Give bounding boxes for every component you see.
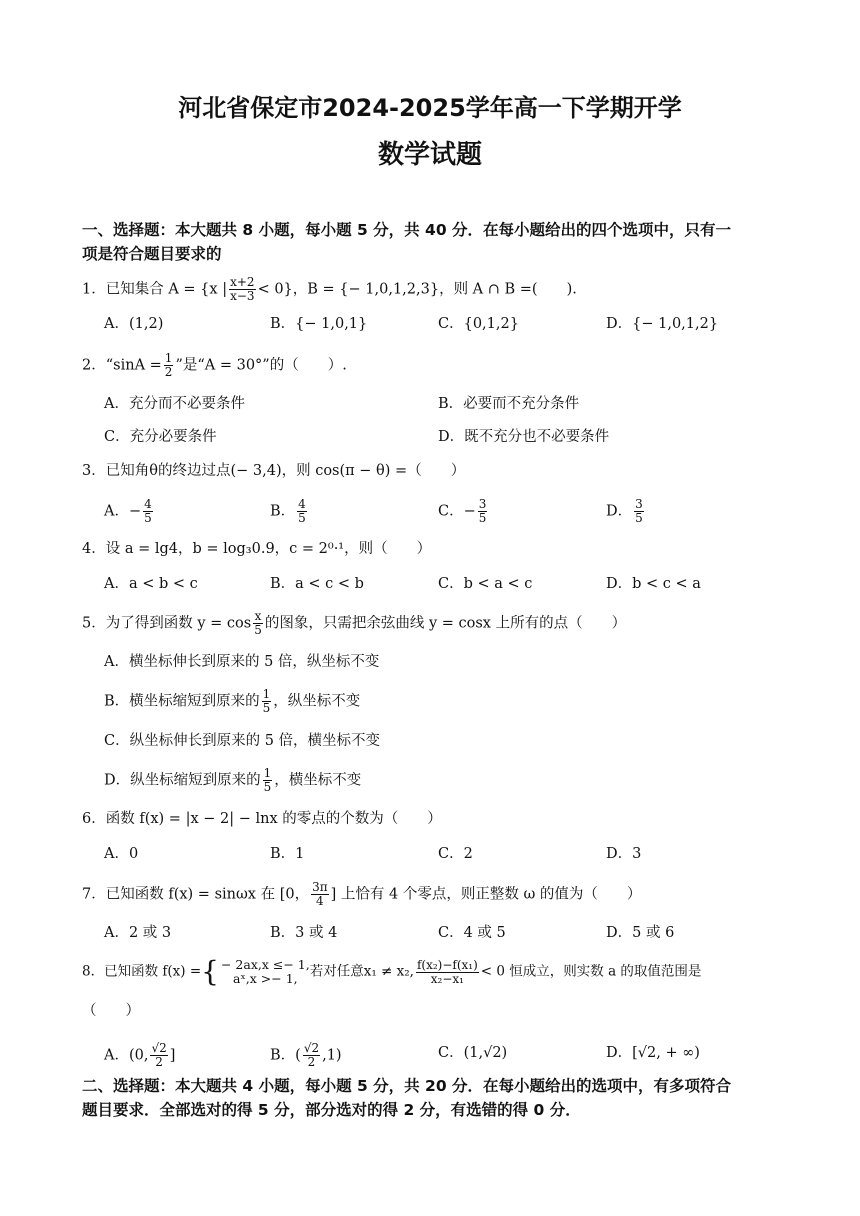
fraction-numerator: 3 bbox=[478, 497, 487, 511]
question-number: 1． bbox=[82, 281, 106, 298]
question-1 bbox=[82, 276, 782, 303]
section2-line1: 二、选择题：本大题共 4 小题，每小题 5 分，共 20 分．在每小题给出的选项中，有多项符合 bbox=[82, 1077, 732, 1095]
fraction-denominator: 5 bbox=[298, 511, 306, 525]
q4-option-a[interactable]: A．a < b < c bbox=[104, 576, 198, 592]
question-number: 8． bbox=[82, 963, 105, 980]
piece-line-1: − 2ax,x ≤− 1, bbox=[220, 957, 310, 972]
fraction bbox=[262, 688, 272, 715]
fraction bbox=[311, 881, 329, 908]
fraction bbox=[229, 276, 255, 303]
question-text: 的图象，只需把余弦曲线 y = cosx 上所有的点（ ） bbox=[264, 615, 627, 632]
q5-option-d[interactable] bbox=[104, 767, 361, 794]
question-text: 已知集合 A = {x | bbox=[105, 281, 228, 298]
piecewise-definition bbox=[221, 958, 310, 986]
section1-line2: 项是符合题目要求的 bbox=[82, 245, 222, 263]
option-text: ] bbox=[169, 1047, 176, 1064]
question-number: 2． bbox=[82, 357, 106, 374]
q7-option-a[interactable]: A．2 或 3 bbox=[104, 925, 172, 941]
fraction-denominator: 5 bbox=[254, 623, 262, 637]
option-label: B． bbox=[270, 503, 296, 520]
q6-option-d[interactable]: D．3 bbox=[606, 846, 642, 862]
fraction bbox=[634, 498, 644, 525]
fraction-denominator: 2 bbox=[155, 1055, 163, 1069]
q3-option-d[interactable] bbox=[606, 498, 646, 525]
q8-option-d[interactable]: D．[√2, + ∞) bbox=[606, 1045, 700, 1061]
q1-option-d[interactable]: D．{− 1,0,1,2} bbox=[606, 316, 719, 332]
fraction bbox=[416, 959, 479, 986]
fraction bbox=[478, 498, 488, 525]
option-label: C． bbox=[438, 503, 464, 520]
option-text: ,1) bbox=[322, 1047, 342, 1064]
question-number: 3． bbox=[82, 463, 106, 479]
fraction-numerator: f(x₂)−f(x₁) bbox=[416, 957, 478, 972]
question-3 bbox=[82, 460, 782, 482]
exam-title-line1: 河北省保定市2024-2025学年高一下学期开学 bbox=[178, 94, 682, 122]
option-label: A． bbox=[104, 503, 129, 520]
q4-option-b[interactable]: B．a < c < b bbox=[270, 576, 364, 592]
q6-option-a[interactable]: A．0 bbox=[104, 846, 139, 862]
question-text: ”是“A = 30°”的（ ）. bbox=[175, 357, 347, 374]
fraction-denominator: 4 bbox=[316, 894, 324, 908]
piece-line-2: aˣ,x >− 1, bbox=[233, 971, 298, 986]
q1-option-c[interactable]: C．{0,1,2} bbox=[438, 316, 519, 332]
question-text: 函数 f(x) = |x − 2| − lnx 的零点的个数为（ ） bbox=[105, 811, 442, 827]
question-text: 已知函数 f(x) = sinωx 在 [0， bbox=[105, 886, 310, 903]
question-number: 5． bbox=[82, 615, 106, 632]
fraction-denominator: 5 bbox=[478, 511, 487, 525]
fraction-numerator: √2 bbox=[151, 1041, 167, 1055]
section1-heading bbox=[82, 218, 782, 266]
fraction-denominator: 2 bbox=[164, 365, 173, 379]
fraction bbox=[150, 1042, 167, 1069]
q5-option-a[interactable]: A．横坐标伸长到原来的 5 倍，纵坐标不变 bbox=[104, 654, 380, 670]
question-8-line2: （ ） bbox=[82, 1003, 140, 1019]
q7-option-c[interactable]: C．4 或 5 bbox=[438, 925, 506, 941]
question-5 bbox=[82, 610, 782, 637]
fraction-numerator: 4 bbox=[144, 497, 152, 511]
question-text: 设 a = lg4，b = log₃0.9，c = 2⁰·¹，则（ ） bbox=[105, 541, 432, 557]
left-brace: { bbox=[201, 955, 219, 988]
option-text: B．横坐标缩短到原来的 bbox=[104, 693, 260, 710]
question-text: < 0 恒成立，则实数 a 的取值范围是 bbox=[480, 963, 702, 980]
q3-option-a[interactable] bbox=[104, 498, 155, 525]
q7-option-d[interactable]: D．5 或 6 bbox=[606, 925, 675, 941]
option-sign: − bbox=[463, 503, 476, 520]
question-text: < 0}，B = {− 1,0,1,2,3}，则 A ∩ B =( ). bbox=[257, 281, 577, 298]
question-number: 6． bbox=[82, 811, 106, 827]
question-4 bbox=[82, 538, 782, 560]
q2-option-d[interactable]: D．既不充分也不必要条件 bbox=[438, 429, 610, 445]
q8-option-c[interactable]: C．(1,√2) bbox=[438, 1045, 508, 1061]
fraction-denominator: x−3 bbox=[230, 289, 255, 303]
q2-option-a[interactable]: A．充分而不必要条件 bbox=[104, 396, 245, 412]
q3-option-b[interactable] bbox=[270, 498, 309, 525]
fraction-numerator: 4 bbox=[298, 497, 306, 511]
q5-option-c[interactable]: C．纵坐标伸长到原来的 5 倍，横坐标不变 bbox=[104, 733, 381, 749]
fraction-numerator: x+2 bbox=[230, 275, 255, 289]
fraction bbox=[164, 352, 174, 379]
question-6 bbox=[82, 808, 782, 830]
q8-option-a[interactable] bbox=[104, 1042, 175, 1069]
fraction-numerator: x bbox=[254, 609, 262, 623]
q2-option-c[interactable]: C．充分必要条件 bbox=[104, 429, 217, 445]
section1-line1: 一、选择题：本大题共 8 小题，每小题 5 分，共 40 分．在每小题给出的四个选项中，只有一 bbox=[82, 221, 732, 239]
question-8 bbox=[82, 955, 782, 988]
q6-option-c[interactable]: C．2 bbox=[438, 846, 473, 862]
fraction-denominator: 5 bbox=[144, 511, 152, 525]
q4-option-d[interactable]: D．b < c < a bbox=[606, 576, 701, 592]
option-text: B．( bbox=[270, 1047, 301, 1064]
fraction bbox=[297, 498, 307, 525]
question-text: 若对任意x₁ ≠ x₂, bbox=[309, 963, 414, 980]
q1-option-b[interactable]: B．{− 1,0,1} bbox=[270, 316, 368, 332]
fraction-numerator: 1 bbox=[164, 351, 173, 365]
option-text: ，横坐标不变 bbox=[274, 772, 362, 789]
fraction-numerator: √2 bbox=[303, 1041, 320, 1055]
fraction-denominator: 5 bbox=[263, 780, 272, 794]
option-text: D．纵坐标缩短到原来的 bbox=[104, 772, 261, 789]
fraction-numerator: 1 bbox=[262, 687, 271, 701]
fraction-numerator: 3 bbox=[635, 497, 643, 511]
q3-option-c[interactable] bbox=[438, 498, 489, 525]
question-text: 为了得到函数 y = cos bbox=[105, 615, 252, 632]
section2-line2: 题目要求．全部选对的得 5 分，部分选对的得 2 分，有选错的得 0 分． bbox=[82, 1101, 581, 1119]
fraction bbox=[253, 610, 263, 637]
question-text: 已知角θ的终边过点(− 3,4)，则 cos(π − θ) =（ ） bbox=[105, 463, 466, 479]
option-text: A．(0, bbox=[104, 1047, 149, 1064]
question-number: 4． bbox=[82, 541, 106, 557]
q2-option-b[interactable]: B．必要而不充分条件 bbox=[438, 396, 580, 412]
fraction-numerator: 3π bbox=[312, 880, 328, 894]
question-number: 7． bbox=[82, 886, 106, 903]
fraction-denominator: 5 bbox=[635, 511, 643, 525]
option-text: ，纵坐标不变 bbox=[273, 693, 361, 710]
fraction-numerator: 1 bbox=[263, 766, 272, 780]
q8-option-b[interactable] bbox=[270, 1042, 342, 1069]
q6-option-b[interactable]: B．1 bbox=[270, 846, 305, 862]
question-text: “sinA = bbox=[105, 357, 162, 374]
option-sign: − bbox=[128, 503, 142, 520]
q4-option-c[interactable]: C．b < a < c bbox=[438, 576, 533, 592]
fraction-denominator: x₂−x₁ bbox=[430, 971, 464, 986]
question-2 bbox=[82, 352, 782, 379]
fraction bbox=[303, 1042, 320, 1069]
fraction-denominator: 2 bbox=[307, 1055, 316, 1069]
question-text: ] 上恰有 4 个零点，则正整数 ω 的值为（ ） bbox=[330, 886, 642, 903]
section2-heading bbox=[82, 1074, 782, 1122]
q5-option-b[interactable] bbox=[104, 688, 360, 715]
q7-option-b[interactable]: B．3 或 4 bbox=[270, 925, 338, 941]
option-label: D． bbox=[606, 503, 633, 520]
fraction bbox=[263, 767, 273, 794]
fraction bbox=[143, 498, 153, 525]
question-7 bbox=[82, 881, 782, 908]
fraction-denominator: 5 bbox=[262, 701, 271, 715]
exam-title-line2: 数学试题 bbox=[377, 140, 482, 170]
q1-option-a[interactable]: A．(1,2) bbox=[104, 316, 164, 332]
question-text: 已知函数 f(x) = bbox=[104, 963, 202, 980]
